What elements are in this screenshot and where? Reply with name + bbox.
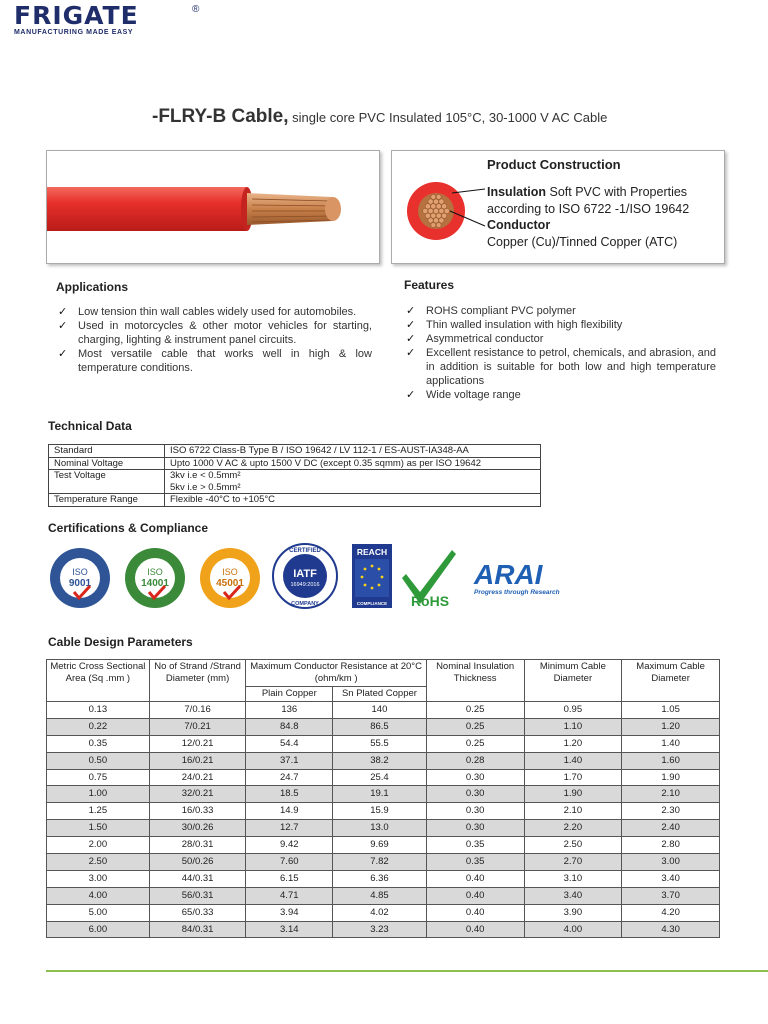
reach-logo — [352, 544, 392, 608]
table-cell: 3.14 — [246, 921, 333, 938]
table-cell: 12/0.21 — [149, 735, 246, 752]
table-cell: 1.20 — [622, 718, 720, 735]
svg-text:REACH: REACH — [356, 547, 388, 557]
table-cell: 1.60 — [622, 752, 720, 769]
table-cell: 19.1 — [333, 786, 427, 803]
applications-heading: Applications — [56, 280, 129, 294]
certifications-heading: Certifications & Compliance — [48, 521, 209, 535]
rohs-logo — [402, 550, 456, 609]
technical-heading: Technical Data — [48, 419, 132, 433]
table-cell: Test Voltage — [49, 470, 165, 494]
svg-text:ISO: ISO — [222, 567, 238, 577]
table-cell: 12.7 — [246, 820, 333, 837]
table-cell: 3.00 — [47, 870, 150, 887]
table-cell: 6.00 — [47, 921, 150, 938]
column-header: Metric Cross Sectional Area (Sq .mm ) — [47, 660, 150, 702]
table-cell: 4.00 — [524, 921, 622, 938]
list-item: ✓ Excellent resistance to petrol, chemicals, and abrasion, and in addition is suitable for both low and high temperature applications — [406, 347, 716, 387]
table-cell: 24.7 — [246, 769, 333, 786]
table-cell: 86.5 — [333, 718, 427, 735]
conductor-label: Conductor — [487, 218, 551, 232]
table-cell: 5.00 — [47, 904, 150, 921]
table-cell: 4.00 — [47, 887, 150, 904]
table-cell: 3.94 — [246, 904, 333, 921]
table-cell: 2.10 — [524, 803, 622, 820]
logo-wordmark: FRIGATE — [14, 1, 139, 30]
svg-text:ARAI: ARAI — [474, 559, 543, 590]
table-row — [49, 445, 541, 458]
table-cell: Upto 1000 V AC & upto 1500 V DC (except 0.35 sqmm) as per ISO 19642 — [165, 457, 541, 470]
table-row — [47, 718, 720, 735]
svg-text:ISO: ISO — [72, 567, 88, 577]
table-cell: 1.90 — [622, 769, 720, 786]
table-cell: 4.30 — [622, 921, 720, 938]
table-cell: 2.20 — [524, 820, 622, 837]
iso-45001-logo — [200, 548, 260, 608]
table-cell: 0.35 — [426, 854, 524, 871]
table-row — [47, 820, 720, 837]
cable-parameters-table — [46, 659, 720, 938]
list-item: ✓ ROHS compliant PVC polymer — [406, 305, 576, 317]
table-row — [47, 887, 720, 904]
list-item: ✓ Low tension thin wall cables widely used for automobiles. — [58, 306, 357, 318]
table-row — [47, 803, 720, 820]
title-subtitle: single core PVC Insulated 105°C, 30-1000 V AC Cable — [288, 110, 608, 125]
svg-text:16949:2016: 16949:2016 — [290, 582, 320, 588]
table-cell: 3.90 — [524, 904, 622, 921]
iso-14001-logo — [125, 548, 185, 608]
company-logo — [14, 1, 214, 38]
table-cell: 28/0.31 — [149, 837, 246, 854]
table-cell: 7.60 — [246, 854, 333, 871]
column-header: Sn Plated Copper — [333, 687, 427, 702]
table-cell: 2.00 — [47, 837, 150, 854]
svg-text:COMPLIANCE: COMPLIANCE — [356, 601, 388, 606]
table-cell: 84.8 — [246, 718, 333, 735]
table-cell: 14.9 — [246, 803, 333, 820]
construction-heading: Product Construction — [487, 157, 621, 172]
table-cell: 4.02 — [333, 904, 427, 921]
table-cell: 2.50 — [47, 854, 150, 871]
table-cell: 0.30 — [426, 786, 524, 803]
table-cell: 2.50 — [524, 837, 622, 854]
table-cell: 2.10 — [622, 786, 720, 803]
table-cell: 6.15 — [246, 870, 333, 887]
applications-list — [56, 305, 372, 375]
table-row — [47, 702, 720, 719]
table-cell: 0.95 — [524, 702, 622, 719]
table-cell: 140 — [333, 702, 427, 719]
table-cell: 3kv i.e < 0.5mm² 5kv i.e > 0.5mm² — [165, 470, 541, 494]
table-row — [47, 921, 720, 938]
table-cell: 2.70 — [524, 854, 622, 871]
cable-image-box — [46, 150, 380, 264]
table-cell: 0.75 — [47, 769, 150, 786]
svg-text:14001: 14001 — [141, 578, 169, 589]
table-cell: Nominal Voltage — [49, 457, 165, 470]
table-cell: 44/0.31 — [149, 870, 246, 887]
cable-illustration — [47, 151, 381, 265]
checkmark-icon: ✓ — [406, 305, 416, 317]
conductor-text: Copper (Cu)/Tinned Copper (ATC) — [487, 234, 678, 249]
table-row — [47, 870, 720, 887]
table-cell: ISO 6722 Class-B Type B / ISO 19642 / LV 112-1 / ES-AUST-IA348-AA — [165, 445, 541, 458]
table-cell: 0.40 — [426, 887, 524, 904]
table-cell: 55.5 — [333, 735, 427, 752]
table-cell: 3.70 — [622, 887, 720, 904]
table-cell: 65/0.33 — [149, 904, 246, 921]
table-cell: 25.4 — [333, 769, 427, 786]
column-header: Plain Copper — [246, 687, 333, 702]
table-cell: 0.22 — [47, 718, 150, 735]
iatf-logo — [273, 544, 337, 608]
checkmark-icon: ✓ — [58, 306, 68, 318]
list-item: ✓ Used in motorcycles & other motor vehicles for starting, charging, lighting & instrument panel circuits. — [58, 320, 372, 346]
table-cell: 84/0.31 — [149, 921, 246, 938]
list-item: ✓ Wide voltage range — [406, 389, 521, 401]
table-cell: 2.80 — [622, 837, 720, 854]
table-cell: 1.40 — [524, 752, 622, 769]
column-header: Maximum Conductor Resistance at 20°C (ohm/km ) — [246, 660, 426, 687]
table-row — [47, 837, 720, 854]
table-cell: 54.4 — [246, 735, 333, 752]
table-cell: 7.82 — [333, 854, 427, 871]
table-cell: 13.0 — [333, 820, 427, 837]
list-item: ✓ Most versatile cable that works well in high & low temperature conditions. — [58, 348, 372, 374]
table-cell: 3.00 — [622, 854, 720, 871]
table-cell: 136 — [246, 702, 333, 719]
table-cell: 32/0.21 — [149, 786, 246, 803]
table-cell: 0.35 — [47, 735, 150, 752]
table-row — [49, 470, 541, 494]
table-cell: 56/0.31 — [149, 887, 246, 904]
svg-text:9001: 9001 — [68, 578, 92, 589]
table-cell: 0.30 — [426, 769, 524, 786]
table-cell: 4.85 — [333, 887, 427, 904]
params-table-body — [47, 702, 720, 938]
table-cell: 1.90 — [524, 786, 622, 803]
table-row — [47, 769, 720, 786]
checkmark-icon: ✓ — [406, 319, 416, 331]
table-cell: 24/0.21 — [149, 769, 246, 786]
table-cell: 0.35 — [426, 837, 524, 854]
table-row — [47, 786, 720, 803]
svg-text:45001: 45001 — [216, 578, 244, 589]
table-row — [49, 457, 541, 470]
checkmark-icon: ✓ — [406, 333, 416, 345]
callout-lines — [392, 151, 492, 265]
logo-tagline: MANUFACTURING MADE EASY — [14, 29, 134, 36]
table-cell: 9.69 — [333, 837, 427, 854]
table-cell: 18.5 — [246, 786, 333, 803]
checkmark-icon: ✓ — [58, 348, 68, 360]
table-cell: 1.25 — [47, 803, 150, 820]
insulation-text: Soft PVC with Properties according to ISO 6722 -1/ISO 19642 — [487, 185, 690, 216]
svg-text:COMPANY: COMPANY — [291, 601, 319, 607]
table-cell: 0.40 — [426, 921, 524, 938]
table-cell: 9.42 — [246, 837, 333, 854]
column-header: Maximum Cable Diameter — [622, 660, 720, 702]
table-cell: 0.40 — [426, 904, 524, 921]
table-row — [47, 735, 720, 752]
title-main: -FLRY-B Cable, — [152, 106, 289, 127]
table-header-row — [47, 660, 720, 687]
list-item: ✓ Asymmetrical conductor — [406, 333, 544, 345]
params-heading: Cable Design Parameters — [48, 635, 193, 649]
table-cell: 1.70 — [524, 769, 622, 786]
table-cell: 2.30 — [622, 803, 720, 820]
table-cell: 0.25 — [426, 735, 524, 752]
table-row — [47, 752, 720, 769]
table-cell: 38.2 — [333, 752, 427, 769]
logo-registered-mark: ® — [192, 4, 200, 15]
table-cell: 0.50 — [47, 752, 150, 769]
product-construction-box — [391, 150, 725, 264]
table-cell: Standard — [49, 445, 165, 458]
table-cell: 6.36 — [333, 870, 427, 887]
page-title — [152, 106, 752, 128]
table-cell: 1.20 — [524, 735, 622, 752]
table-cell: 0.13 — [47, 702, 150, 719]
table-cell: Temperature Range — [49, 494, 165, 507]
cert-logos-svg — [48, 542, 588, 612]
table-cell: 0.30 — [426, 803, 524, 820]
table-cell: 16/0.21 — [149, 752, 246, 769]
table-row — [47, 854, 720, 871]
svg-text:Progress through Research: Progress through Research — [474, 589, 560, 596]
table-row — [47, 904, 720, 921]
table-cell: 4.71 — [246, 887, 333, 904]
features-heading: Features — [404, 278, 455, 292]
table-cell: 15.9 — [333, 803, 427, 820]
table-cell: 2.40 — [622, 820, 720, 837]
table-cell: 0.25 — [426, 718, 524, 735]
certification-logos — [48, 542, 588, 612]
table-cell: 3.10 — [524, 870, 622, 887]
checkmark-icon: ✓ — [406, 389, 416, 401]
svg-text:RoHS: RoHS — [410, 593, 450, 609]
table-cell: 3.23 — [333, 921, 427, 938]
table-cell: 0.28 — [426, 752, 524, 769]
list-item: ✓ Thin walled insulation with high flexibility — [406, 319, 623, 331]
column-header: Nominal Insulation Thickness — [426, 660, 524, 702]
table-cell: 4.20 — [622, 904, 720, 921]
table-cell: 1.40 — [622, 735, 720, 752]
table-cell: Flexible -40°C to +105°C — [165, 494, 541, 507]
table-cell: 0.40 — [426, 870, 524, 887]
table-cell: 1.00 — [47, 786, 150, 803]
features-list — [404, 304, 716, 402]
svg-text:IATF: IATF — [293, 568, 317, 580]
table-cell: 50/0.26 — [149, 854, 246, 871]
table-cell: 1.05 — [622, 702, 720, 719]
table-cell: 7/0.21 — [149, 718, 246, 735]
table-cell: 0.30 — [426, 820, 524, 837]
arai-logo — [473, 559, 560, 596]
table-cell: 37.1 — [246, 752, 333, 769]
iso-9001-logo — [50, 548, 110, 608]
table-cell: 0.25 — [426, 702, 524, 719]
table-cell: 1.10 — [524, 718, 622, 735]
table-cell: 1.50 — [47, 820, 150, 837]
table-cell: 7/0.16 — [149, 702, 246, 719]
table-cell: 16/0.33 — [149, 803, 246, 820]
table-cell: 3.40 — [524, 887, 622, 904]
svg-text:ISO: ISO — [147, 567, 163, 577]
technical-data-table — [48, 444, 541, 507]
column-header: No of Strand /Strand Diameter (mm) — [149, 660, 246, 702]
footer-divider — [46, 970, 768, 972]
checkmark-icon: ✓ — [58, 320, 68, 332]
table-cell: 3.40 — [622, 870, 720, 887]
table-row — [49, 494, 541, 507]
svg-text:CERTIFIED: CERTIFIED — [289, 548, 321, 554]
insulation-label: Insulation — [487, 185, 547, 199]
checkmark-icon: ✓ — [406, 347, 416, 359]
column-header: Minimum Cable Diameter — [524, 660, 622, 702]
table-cell: 30/0.26 — [149, 820, 246, 837]
construction-text — [487, 184, 722, 250]
